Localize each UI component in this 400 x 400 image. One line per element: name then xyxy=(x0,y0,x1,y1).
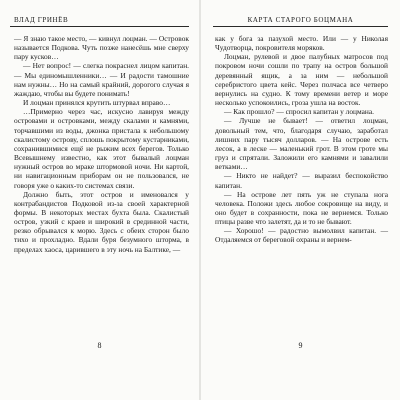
left-paragraph: Должно быть, этот остров и именовался у контрабандистов Подковой из-за своей характерной формы. В некоторых местах бухта была. Скалистый остров, узкий с краев и широкий в срединной части, резко обрывался к морю. Здесь с обеих сторон было тихо и прохладно. Вдали буря безумного шторма, в пределах хаоса, царившего в эту ночь на Балтике, — xyxy=(14,189,189,254)
left-paragraph: — Я знаю такое место, — кивнул лоцман. — Островок называется Подкова. Чуть позже нанесёшь мне сверху пару кусков… xyxy=(14,34,189,62)
left-page-text xyxy=(14,34,189,254)
right-page-number: 9 xyxy=(298,341,303,350)
right-paragraph: — Никто не найдет? — выразил беспокойство капитан. xyxy=(215,171,388,190)
right-page xyxy=(201,0,400,400)
left-page xyxy=(0,0,199,400)
right-paragraph: — Хорошо! — радостно вымолвил капитан. — Отдаляемся от береговой охраны и вернем- xyxy=(215,226,388,245)
right-page-text xyxy=(215,34,388,245)
left-paragraph: …Примерно через час, искусно лавируя между островами и островками, между скалами и камнями, торчавшими из воды, джонка пристала к небольшому скалистому острову, сплошь покрытому кустарниками, сохранившимися ещё не рыжим всех берегов. Только Всевышнему известно, как этот бывалый лоцман нужный остров во мраке штормовой ночи. Ни картой, ни навигационным приборам он не пользовался, не говоря уже о каких-то системах связи. xyxy=(14,107,189,190)
left-header-rule xyxy=(10,26,189,27)
right-paragraph: — На острове лет пять уж не ступала нога человека. Положи здесь любое сокровище на виду, и оно будет в сохранности, пока не вернемся. Только птицы разве что залетят, да и то не бывают. xyxy=(215,189,388,227)
right-paragraph: — Лучше не бывает! — ответил лоцман, довольный тем, что, благодаря случаю, заработал лишних пару тысяч долларов. — На острове есть лесок, а в леске — маленький грот. В этом гроте мы груз и спрятали. Заложили его камнями и завалили ветками… xyxy=(215,116,388,172)
left-paragraph: И лоцман принялся крутить штурвал вправо… xyxy=(23,98,171,108)
left-page-number: 8 xyxy=(97,341,102,350)
left-paragraph: — Нет вопрос! — слегка покраснел лицом капитан. — Мы единомышленники… — И радости тамошние нам нужны… Но на самый крайний, дорогого случая я жаждаю, чтобы вы будете понимать! xyxy=(14,61,189,98)
right-paragraph: — Как прошло? — спросил капитан у лоцмана. xyxy=(224,107,375,117)
right-paragraph: как у бога за пазухой место. Или — у Николая Чудотворца, покровителя моряков. xyxy=(215,34,388,53)
left-running-head: ВЛАД ГРИНЁВ xyxy=(14,16,69,24)
right-running-head: КАРТА СТАРОГО БОЦМАНА xyxy=(247,16,354,24)
right-header-rule xyxy=(213,26,388,27)
right-paragraph: Лоцман, рулевой и двое палубных матросов под покровом ночи сошли по трапу на остров большой деревянный ящик, а за ним — небольшой серебристого цвета кейс. Через полчаса все четверо вернулись на судно. К тому времени ветер и море несколько успокоились, гроза ушла на восток. xyxy=(215,52,388,108)
